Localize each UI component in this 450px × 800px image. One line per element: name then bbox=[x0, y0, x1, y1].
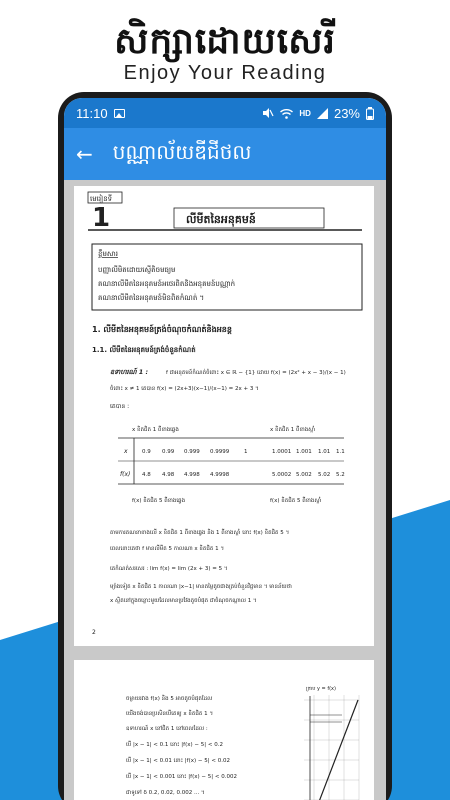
table-x-cell: 1 bbox=[244, 449, 248, 455]
hd-label: HD bbox=[299, 108, 311, 118]
image-notification-icon bbox=[114, 109, 125, 118]
table-x-cell: 0.9 bbox=[142, 449, 151, 455]
table-fx-cell: 4.998 bbox=[184, 472, 200, 478]
back-arrow-icon[interactable]: ← bbox=[76, 142, 93, 166]
table-fx-cell: 4.98 bbox=[162, 472, 175, 478]
status-bar bbox=[64, 98, 386, 128]
bottom-right-caption: f(x) ខិតជិត 5 ពីខាងស្ដាំ bbox=[270, 498, 322, 504]
battery-icon bbox=[366, 107, 374, 120]
table-fx-label: f(x) bbox=[120, 471, 131, 478]
paragraph-line: ពេលនោះគេថា f មានលីមីត 5 កាលណា x ខិតជិត 1 ។ bbox=[110, 546, 224, 552]
table-fx-cell: 5.2 bbox=[336, 472, 345, 478]
paragraph-line: x ស្ថិតនៅក្នុងចន្លោះមួយដែលមានប្រវែងតូចបំផុត ជាចំណុចកណ្ដាល 1 ។ bbox=[110, 598, 257, 604]
objective-item: គណនាលីមីតនៃអនុគមន៍អថេរពិតនិងអនុគមន៍បណ្ណាក់ bbox=[98, 280, 236, 288]
page2-line: ឧទាហរណ៍ x នៅជិត 1 នៅពេលដែល : bbox=[126, 726, 208, 732]
table-x-cell: 0.999 bbox=[184, 449, 200, 455]
app-bar bbox=[64, 128, 386, 180]
status-time: 11:10 bbox=[76, 105, 108, 121]
chapter-title: លីមីតនៃអនុគមន៍ bbox=[186, 213, 256, 226]
bottom-left-caption: f(x) ខិតជិត 5 ពីខាងឆ្វេង bbox=[132, 498, 186, 504]
page2-line: បើ |x − 1| < 0.001 នោះ |f(x) − 5| < 0.002 bbox=[126, 774, 237, 780]
document-viewer[interactable] bbox=[64, 180, 386, 800]
table-x-cell: 1.0001 bbox=[272, 449, 292, 455]
promo-title: សិក្សាដោយសេរី bbox=[114, 20, 336, 62]
example-line: f ជាអនុគមន៍កំណត់ចំពោះ x ∈ ℝ − {1} ដោយ f(x) = (2x² + x − 3)/(x − 1) bbox=[166, 370, 346, 376]
phone-screen bbox=[64, 98, 386, 800]
example-line-2: ចំពោះ x ≠ 1 គេបាន f(x) = (2x+3)(x−1)/(x−1) = 2x + 3 ។ bbox=[110, 386, 259, 392]
signal-icon bbox=[317, 108, 328, 119]
paragraph-line: គេកំណត់សរសេរ : lim f(x) = lim (2x + 3) = 5 ។ bbox=[110, 566, 228, 572]
battery-percent: 23% bbox=[333, 105, 360, 121]
promo-subtitle: Enjoy Your Reading bbox=[123, 62, 327, 84]
phone-frame bbox=[58, 92, 392, 800]
page-1-content bbox=[74, 186, 374, 646]
table-intro: គេបាន : bbox=[110, 403, 130, 410]
table-left-caption: x ខិតជិត 1 ពីខាងឆ្វេង bbox=[132, 427, 179, 433]
page2-line: បើ |x − 1| < 0.1 នោះ |f(x) − 5| < 0.2 bbox=[126, 742, 223, 748]
table-x-cell: 1.01 bbox=[318, 449, 331, 455]
graph-title: ក្រាប y = f(x) bbox=[306, 686, 336, 692]
table-x-label: x bbox=[124, 448, 128, 455]
page-2-content bbox=[74, 660, 374, 800]
chapter-label: មេរៀនទី bbox=[90, 195, 113, 203]
table-x-cell: 0.99 bbox=[162, 449, 175, 455]
example-label: ឧទាហរណ៍ 1 : bbox=[110, 368, 149, 376]
document-page-2 bbox=[74, 660, 374, 800]
section-heading: 1. លីមីតនៃអនុគមន៍ត្រង់ចំណុចកំណត់និងអនន្ត bbox=[92, 325, 232, 334]
table-fx-cell: 5.002 bbox=[296, 472, 312, 478]
page2-line: ជាទូទៅ δ 0.2, 0.02, 0.002 ... ។ bbox=[126, 790, 205, 796]
paragraph-line: ម្យ៉ាងទៀត x ខិតជិត 1 កាលណា |x−1| មានតម្លៃតូចជាងគ្រប់ចំនួនវិជ្ជមាន ។ មានន័យថា bbox=[110, 584, 292, 590]
page2-line: យើងចង់បានប្រសិនបើគេឲ្យ x ខិតជិត 1 ។ bbox=[126, 711, 213, 717]
page2-line: បើ |x − 1| < 0.01 នោះ |f(x) − 5| < 0.02 bbox=[126, 758, 230, 764]
objective-item: គណនាលីមីតនៃអនុគមន៍មិនពិតកំណត់ ។ bbox=[98, 294, 205, 302]
wifi-icon bbox=[280, 108, 293, 119]
paragraph-line: តាមការគណនាខាងលើ x ខិតជិត 1 ពីខាងឆ្វេង និង 1 ពីខាងស្ដាំ នោះ f(x) ខិតជិត 5 ។ bbox=[110, 530, 290, 536]
page2-line: ចម្ងាយរវាង f(x) និង 5 អាចតូចបំផុតដែល bbox=[126, 696, 213, 702]
mute-icon bbox=[262, 107, 274, 119]
table-fx-cell: 4.8 bbox=[142, 472, 151, 478]
table-x-cell: 1.001 bbox=[296, 449, 312, 455]
graph bbox=[304, 695, 359, 800]
table-fx-cell: 4.9998 bbox=[210, 472, 230, 478]
chapter-number: 1 bbox=[92, 203, 111, 233]
table-fx-cell: 5.0002 bbox=[272, 472, 292, 478]
objectives-title: ខ្លឹមសារ bbox=[98, 250, 118, 258]
page-number: 2 bbox=[92, 629, 96, 636]
table-right-caption: x ខិតជិត 1 ពីខាងស្ដាំ bbox=[270, 427, 316, 433]
objective-item: បញ្ញាលីមិតដោយស្ញើតិចមធ្យម bbox=[98, 266, 176, 274]
app-title: បណ្ណាល័យឌីជីថល bbox=[112, 140, 252, 164]
subsection-heading: 1.1. លីមីតនៃអនុគមន៍ត្រង់ចំនួនកំណត់ bbox=[92, 346, 196, 354]
table-fx-cell: 5.02 bbox=[318, 472, 331, 478]
table-x-cell: 1.1 bbox=[336, 449, 345, 455]
document-page-1 bbox=[74, 186, 374, 646]
table-x-cell: 0.9999 bbox=[210, 449, 230, 455]
